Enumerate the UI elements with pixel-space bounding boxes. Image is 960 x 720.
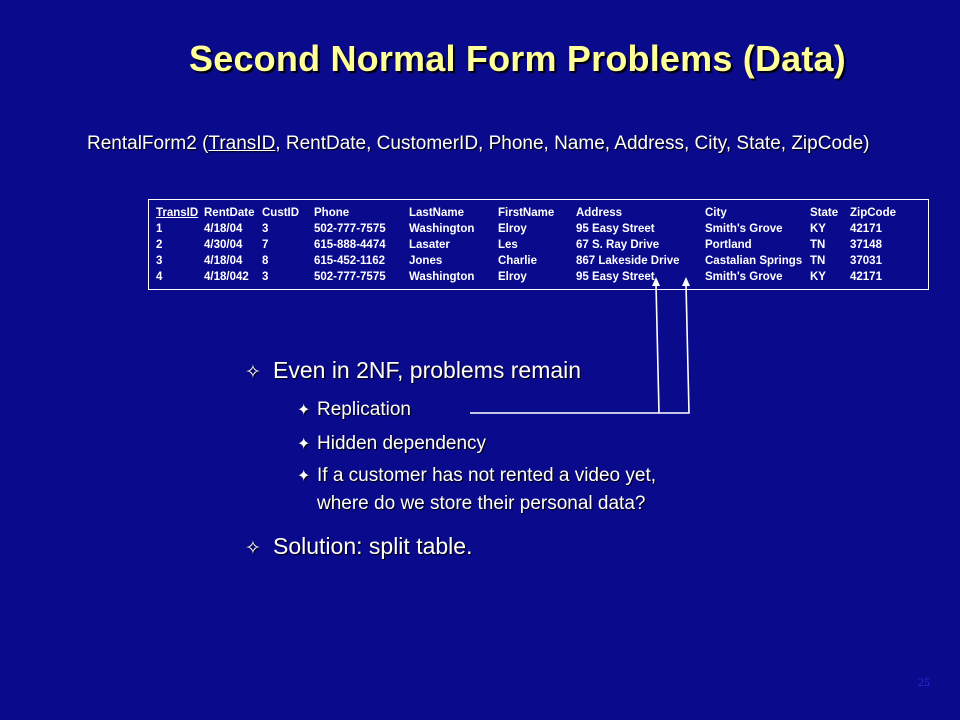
table-cell: 4/18/04: [204, 223, 243, 235]
schema-primary-key: TransID: [208, 133, 276, 154]
table-cell: 615-452-1162: [314, 255, 385, 267]
table-cell: 1: [156, 223, 163, 235]
table-cell: KY: [810, 271, 826, 283]
header-custid: CustID: [262, 207, 300, 219]
header-zipcode: ZipCode: [850, 207, 896, 219]
filled-star-bullet-icon: ✦: [297, 402, 311, 419]
header-rentdate: RentDate: [204, 207, 255, 219]
open-star-bullet-icon: ✧: [245, 362, 261, 383]
table-cell: 2: [156, 239, 163, 251]
header-lastname: LastName: [409, 207, 464, 219]
table-cell: KY: [810, 223, 826, 235]
table-cell: 3: [262, 223, 269, 235]
table-cell: 4/30/04: [204, 239, 243, 251]
open-star-bullet-icon: ✧: [245, 538, 261, 559]
table-cell: Washington: [409, 271, 475, 283]
arrow-head-address-row4: [682, 277, 690, 286]
header-state: State: [810, 207, 839, 219]
table-cell: Portland: [705, 239, 752, 251]
table-cell: 3: [262, 271, 269, 283]
table-cell: 42171: [850, 271, 882, 283]
table-cell: Elroy: [498, 271, 527, 283]
table-cell: 502-777-7575: [314, 223, 386, 235]
table-cell: Charlie: [498, 255, 537, 267]
table-cell: 37148: [850, 239, 882, 251]
table-cell: Jones: [409, 255, 443, 267]
bullet-level1: ✧ Even in 2NF, problems remain: [245, 357, 582, 383]
table-cell: Les: [498, 239, 518, 251]
bullet-level1: ✧ Solution: split table.: [245, 533, 473, 559]
table-cell: 95 Easy Street: [576, 223, 655, 235]
table-cell: 502-777-7575: [314, 271, 386, 283]
table-cell: 37031: [850, 255, 882, 267]
filled-star-bullet-icon: ✦: [297, 436, 311, 453]
bullet-level2-continuation: where do we store their personal data?: [317, 493, 646, 514]
table-cell: 4/18/042: [204, 271, 249, 283]
table-cell: TN: [810, 239, 826, 251]
table-cell: 7: [262, 239, 269, 251]
header-phone: Phone: [314, 207, 350, 219]
header-transid: TransID: [156, 207, 199, 219]
header-firstname: FirstName: [498, 207, 555, 219]
bullet-level2: ✦ Hidden dependency: [297, 433, 487, 454]
table-cell: 867 Lakeside Drive: [576, 255, 680, 267]
table-cell: Lasater: [409, 239, 450, 251]
table-cell: Castalian Springs: [705, 255, 803, 267]
arrow-head-address-row1: [652, 277, 660, 286]
table-cell: 95 Easy Street: [576, 271, 655, 283]
table-cell: 67 S. Ray Drive: [576, 239, 660, 251]
table-cell: Elroy: [498, 223, 527, 235]
table-cell: 8: [262, 255, 269, 267]
replication-connector-line-2: [656, 284, 659, 413]
bullet-level2: ✦ Replication: [297, 399, 411, 420]
table-cell: 42171: [850, 223, 882, 235]
filled-star-bullet-icon: ✦: [297, 468, 311, 485]
header-address: Address: [576, 207, 623, 219]
table-cell: Smith's Grove: [705, 223, 783, 235]
table-cell: 615-888-4474: [314, 239, 386, 251]
header-city: City: [705, 207, 727, 219]
table-cell: 3: [156, 255, 163, 267]
page-number: 25: [918, 675, 930, 689]
slide-title: Second Normal Form Problems (Data): [189, 38, 846, 79]
table-cell: 4/18/04: [204, 255, 243, 267]
table-cell: Smith's Grove: [705, 271, 783, 283]
table-cell: Washington: [409, 223, 475, 235]
table-cell: TN: [810, 255, 826, 267]
bullet-level2: ✦ If a customer has not rented a video yet,: [297, 465, 657, 486]
schema-prefix: RentalForm2 (: [87, 133, 209, 154]
schema-attributes: , RentDate, CustomerID, Phone, Name, Address, City, State, ZipCode): [275, 133, 870, 154]
table-cell: 4: [156, 271, 163, 283]
